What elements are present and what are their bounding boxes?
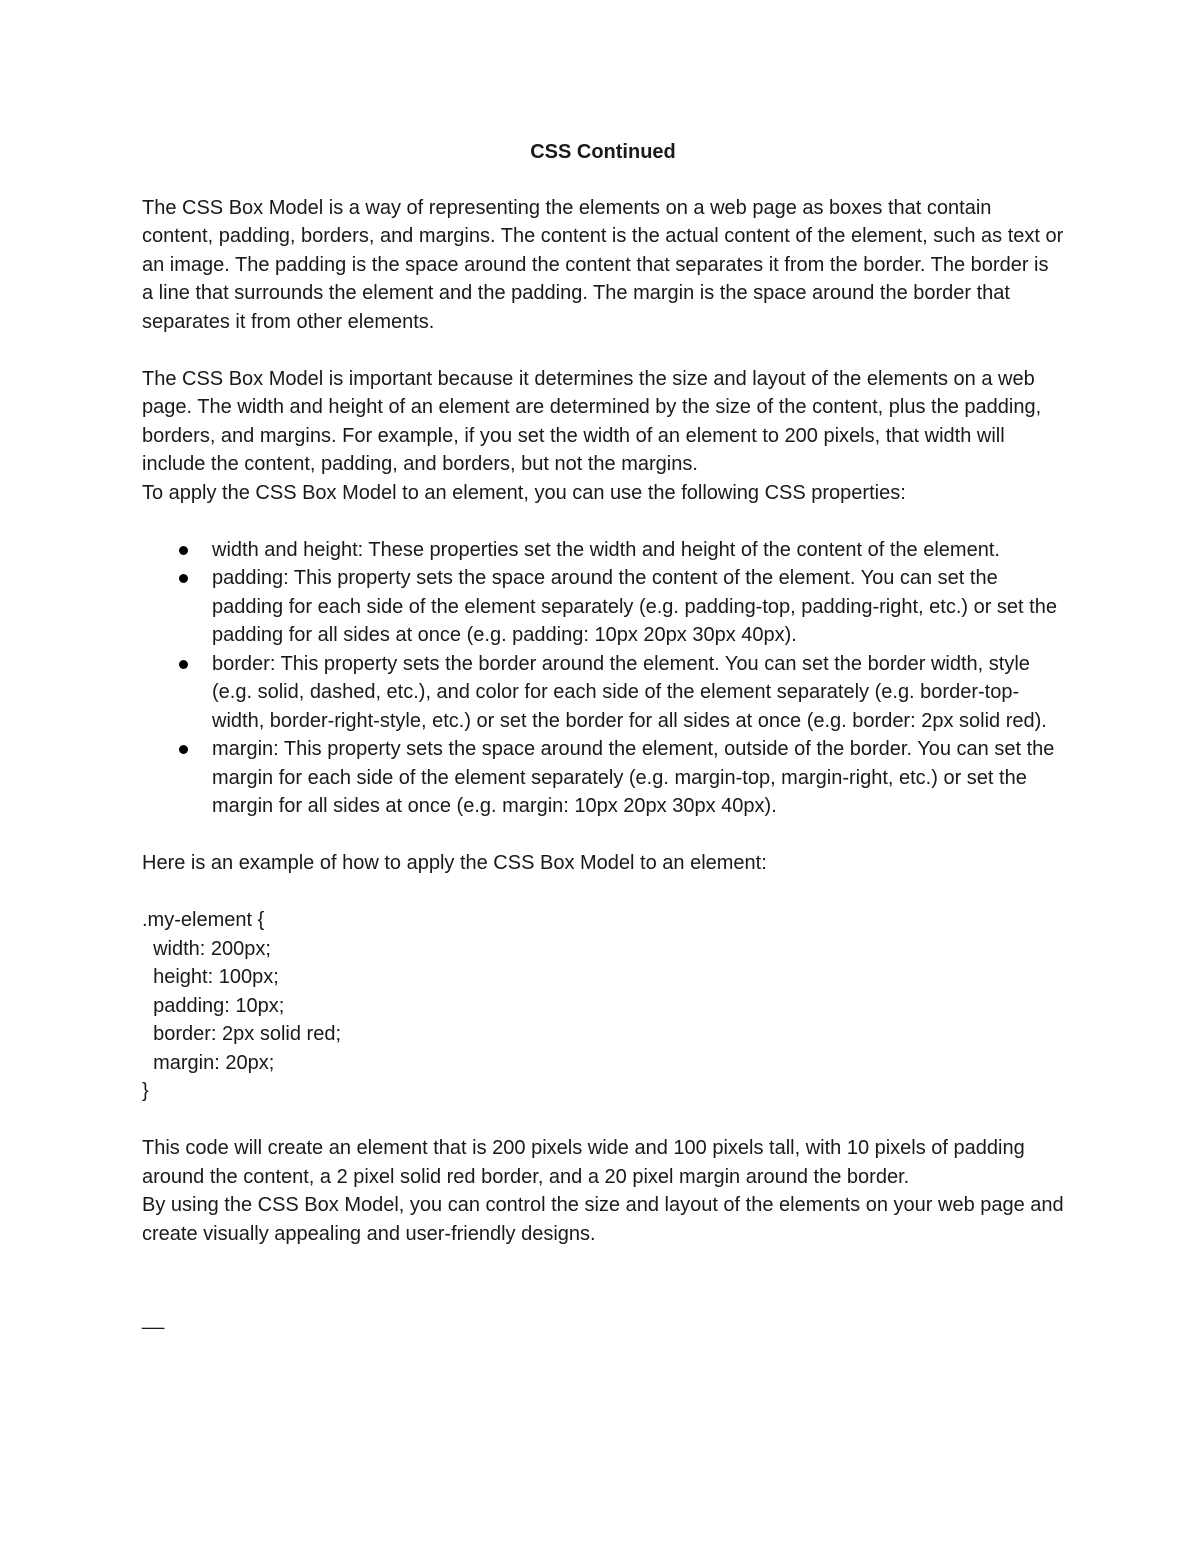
code-example xyxy=(142,906,1064,1106)
paragraph-gap xyxy=(142,878,1064,907)
paragraph-gap xyxy=(142,1277,1064,1306)
list-item-text: width and height: These properties set the width and height of the content of the element. xyxy=(212,538,1000,561)
paragraph-box-model-importance: The CSS Box Model is important because it determines the size and layout of the elements on a web page. The width and height of an element are determined by the size of the content, plus the padding, borders, and margins. For example, if you set the width of an element to 200 pixels, that width will include the content, padding, and borders, but not the margins. xyxy=(142,367,1042,475)
code-line: width: 200px; xyxy=(142,937,271,960)
paragraph-gap xyxy=(142,1248,1064,1277)
list-item-text: border: This property sets the border around the element. You can set the border width, style (e.g. solid, dashed, etc.), and color for each side of the element separately (e.g. border-top-width, border-right-style, etc.) or set the border for all sides at once (e.g. border: 2px solid red). xyxy=(212,652,1047,732)
bullet-icon xyxy=(179,745,188,754)
list-item-border xyxy=(142,650,1064,736)
properties-list xyxy=(142,536,1064,821)
code-line: height: 100px; xyxy=(142,966,279,988)
paragraph-gap xyxy=(142,336,1064,365)
code-line: border: 2px solid red; xyxy=(142,1023,341,1045)
bullet-icon xyxy=(179,660,188,669)
code-line: .my-element { xyxy=(142,909,265,931)
code-line: } xyxy=(142,1080,149,1102)
bullet-icon xyxy=(179,546,188,555)
paragraph-apply-intro: To apply the CSS Box Model to an element, you can use the following CSS properties: xyxy=(142,481,906,504)
paragraph-box-model-intro: The CSS Box Model is a way of representing the elements on a web page as boxes that contain content, padding, borders, and margins. The content is the actual content of the element, such as text or an image. The padding is the space around the content that separates it from the border. The border is a line that surrounds the element and the padding. The margin is the space around the border that separates it from other elements. xyxy=(142,196,1064,333)
paragraph-gap xyxy=(142,1106,1064,1135)
paragraph-conclusion: By using the CSS Box Model, you can control the size and layout of the elements on your web page and create visually appealing and user-friendly designs. xyxy=(142,1194,1064,1245)
paragraph-code-explanation: This code will create an element that is 200 pixels wide and 100 pixels tall, with 10 pixels of padding around the content, a 2 pixel solid red border, and a 20 pixel margin around the border. xyxy=(142,1137,1025,1188)
code-line: padding: 10px; xyxy=(142,994,285,1017)
list-item-text: margin: This property sets the space around the element, outside of the border. You can set the margin for each side of the element separately (e.g. margin-top, margin-right, etc.) or set the margin for all sides at once (e.g. margin: 10px 20px 30px 40px). xyxy=(212,738,1055,817)
paragraph-gap xyxy=(142,507,1064,536)
paragraph-gap xyxy=(142,821,1064,850)
code-line: margin: 20px; xyxy=(142,1051,275,1074)
paragraph-example-intro: Here is an example of how to apply the CSS Box Model to an element: xyxy=(142,852,767,874)
end-mark: __ xyxy=(142,1308,165,1330)
document-page xyxy=(142,138,1064,1334)
bullet-icon xyxy=(179,574,188,583)
list-item-margin xyxy=(142,735,1064,821)
list-item-width-height xyxy=(142,536,1064,565)
page-title: CSS Continued xyxy=(530,141,676,163)
list-item-text: padding: This property sets the space around the content of the element. You can set the padding for each side of the element separately (e.g. padding-top, padding-right, etc.) or set the padding for all sides at once (e.g. padding: 10px 20px 30px 40px). xyxy=(212,567,1057,646)
list-item-padding xyxy=(142,564,1064,650)
